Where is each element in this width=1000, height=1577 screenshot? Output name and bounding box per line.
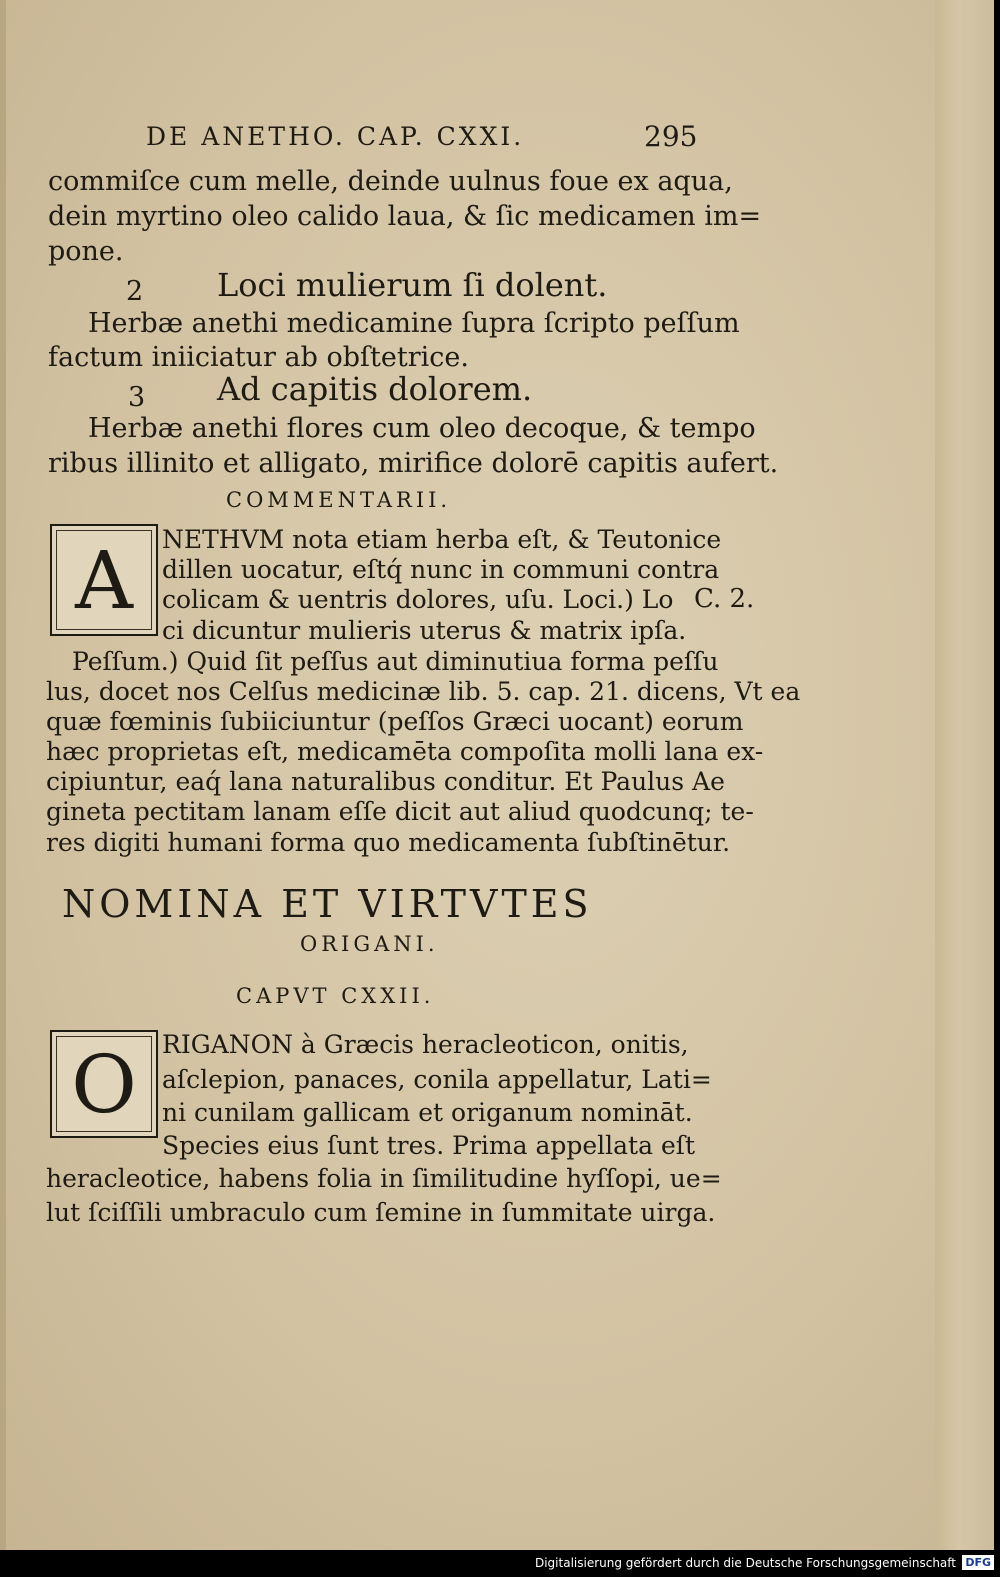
text-line: ni cunilam gallicam et origanum nomināt. — [162, 1098, 693, 1127]
page-gutter — [935, 0, 994, 1550]
section-title: Loci mulierum ſi dolent. — [217, 266, 608, 304]
text-line: dillen uocatur, eſtq́ nunc in communi contra — [162, 555, 720, 584]
commentarii-heading: COMMENTARII. — [226, 488, 452, 512]
text-line: quæ fœminis ſubiiciuntur (peſſos Græci uocant) eorum — [46, 707, 744, 736]
text-line: lut ſciſſili umbraculo cum ſemine in ſummitate uirga. — [46, 1198, 716, 1227]
caput-number: CAPVT CXXII. — [236, 984, 435, 1008]
text-line: hæc proprietas eſt, medicamēta compoſita molli lana ex- — [46, 737, 764, 766]
dfg-logo: DFG — [962, 1555, 994, 1570]
text-line: Herbæ anethi flores cum oleo decoque, & tempo — [88, 413, 756, 444]
signature-mark: C. 2. — [694, 584, 755, 614]
decorated-initial-o: O — [50, 1030, 158, 1138]
text-line: RIGANON à Græcis heracleoticon, onitis, — [162, 1030, 689, 1059]
decorated-initial-a: A — [50, 524, 158, 636]
section-title: Ad capitis dolorem. — [217, 370, 533, 408]
text-line: Peſſum.) Quid ſit peſſus aut diminutiua forma peſſu — [72, 647, 719, 676]
page-edge — [0, 0, 6, 1550]
chapter-subtitle: ORIGANI. — [300, 932, 439, 956]
item-number: 2 — [126, 276, 144, 307]
text-line: NETHVM nota etiam herba eſt, & Teutonice — [162, 525, 722, 554]
text-line: heracleotice, habens folia in ſimilitudine hyſſopi, ue= — [46, 1164, 722, 1193]
text-line: lus, docet nos Celſus medicinæ lib. 5. cap. 21. dicens, Vt ea — [46, 677, 801, 706]
text-line: pone. — [48, 236, 124, 267]
text-line: factum iniiciatur ab obſtetrice. — [48, 342, 469, 373]
running-title: DE ANETHO. CAP. CXXI. — [146, 122, 525, 151]
text-line: res digiti humani forma quo medicamenta ſubſtinētur. — [46, 828, 731, 857]
text-line: cipiuntur, eaq́ lana naturalibus conditur. Et Paulus Ae — [46, 767, 725, 796]
chapter-title: NOMINA ET VIRTVTES — [62, 882, 593, 926]
text-line: dein myrtino oleo calido laua, & ſic medicamen im= — [48, 201, 762, 232]
text-line: aſclepion, panaces, conila appellatur, Lati= — [162, 1065, 712, 1094]
text-line: ci dicuntur mulieris uterus & matrix ipſa. — [162, 616, 687, 645]
text-line: ribus illinito et alligato, mirifice dolorē capitis aufert. — [48, 448, 779, 479]
footer-credit: Digitalisierung gefördert durch die Deutsche Forschungsgemeinschaft — [534, 1556, 956, 1570]
text-line: gineta pectitam lanam eſſe dicit aut aliud quodcunq; te- — [46, 797, 754, 826]
text-line: Species eius ſunt tres. Prima appellata eſt — [162, 1131, 696, 1160]
item-number: 3 — [128, 382, 146, 413]
text-line: colicam & uentris dolores, uſu. Loci.) Lo — [162, 585, 674, 614]
text-line: commiſce cum melle, deinde uulnus foue ex aqua, — [48, 166, 733, 197]
page-number: 295 — [644, 120, 698, 153]
text-line: Herbæ anethi medicamine ſupra ſcripto peſſum — [88, 308, 740, 339]
